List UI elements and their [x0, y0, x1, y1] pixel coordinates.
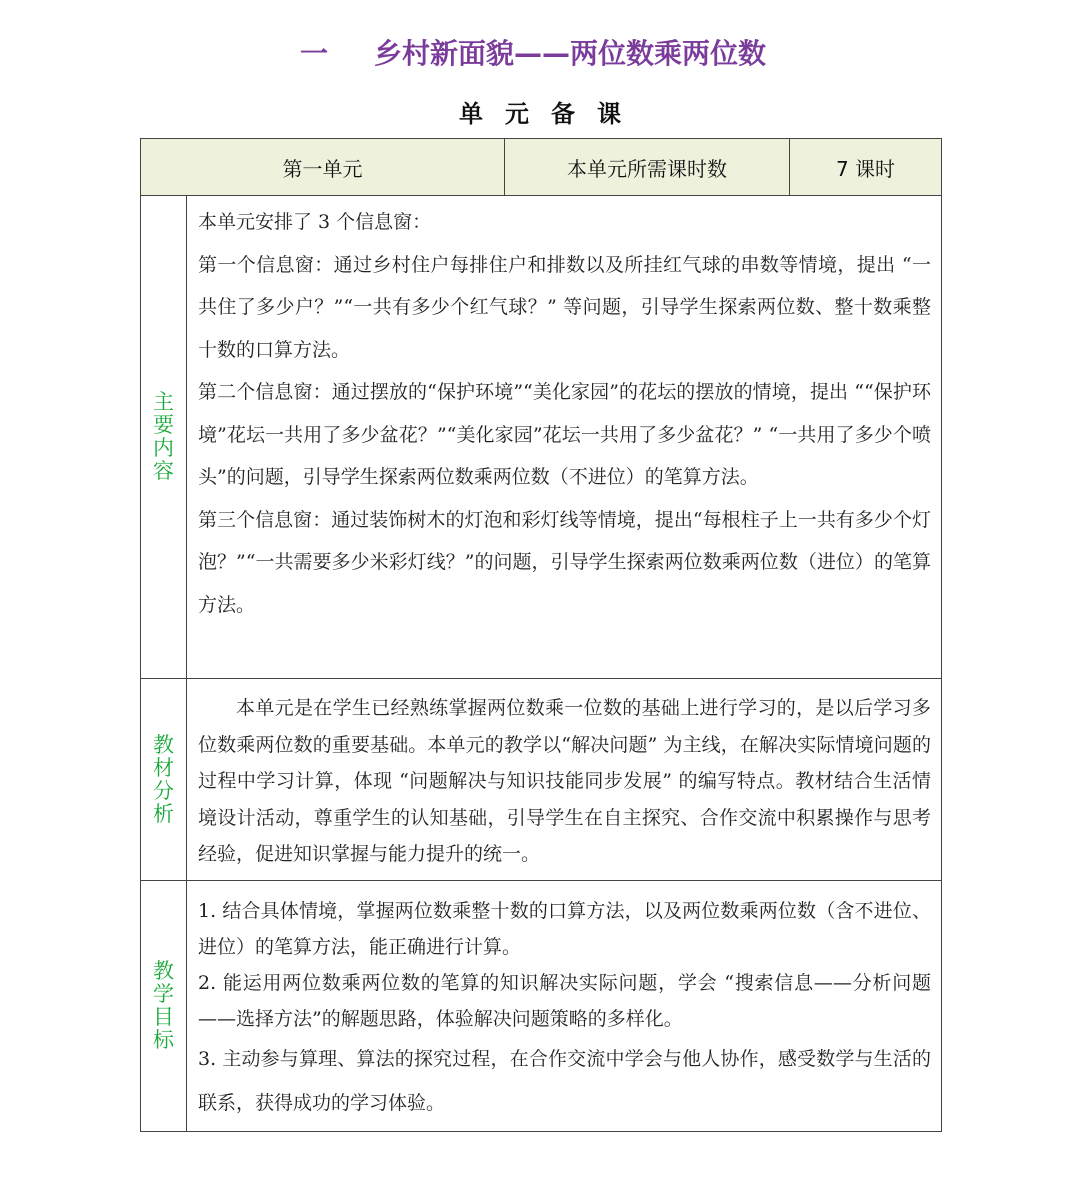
section-body-teaching-goals: [187, 881, 942, 1132]
goal-item: 1. 结合具体情境，掌握两位数乘整十数的口算方法，以及两位数乘两位数（含不进位、进位）的笔算方法，能正确进行计算。: [198, 900, 931, 958]
label-char: 主: [153, 390, 174, 414]
section-teaching-goals: [141, 881, 942, 1132]
label-char: 教: [153, 959, 174, 983]
chapter-number: 一: [300, 37, 329, 70]
paragraph: 第三个信息窗：通过装饰树木的灯泡和彩灯线等情境，提出“每根柱子上一共有多少个灯泡？”“一共需要多少米彩灯线？”的问题，引导学生探索两位数乘两位数（进位）的笔算方法。: [198, 508, 931, 616]
label-char: 分: [153, 778, 174, 803]
label-char: 教: [153, 732, 174, 757]
label-char: 要: [153, 413, 174, 437]
section-body-main-content: [187, 196, 942, 679]
header-hours-label: 本单元所需课时数: [505, 139, 790, 196]
goal-item: 2. 能运用两位数乘两位数的笔算的知识解决实际问题，学会 “搜索信息——分析问题——选择方法”的解题思路，体验解决问题策略的多样化。: [198, 972, 931, 1030]
header-unit: 第一单元: [141, 139, 505, 196]
page-subtitle: 单元备课: [459, 100, 643, 128]
header-hours-value: 7 课时: [790, 139, 942, 196]
label-char: 析: [153, 801, 174, 826]
section-label-teaching-goals: [141, 881, 187, 1132]
section-body-material-analysis: [187, 679, 942, 881]
unit-plan-table: [140, 138, 942, 1132]
label-char: 容: [153, 459, 174, 483]
section-label-main-content: [141, 196, 187, 679]
section-main-content: [141, 196, 942, 679]
label-char: 标: [153, 1028, 174, 1052]
label-char: 目: [153, 1005, 174, 1029]
chapter-name: 乡村新面貌——两位数乘两位数: [374, 37, 767, 70]
label-char: 材: [153, 755, 174, 780]
paragraph: 本单元是在学生已经熟练掌握两位数乘一位数的基础上进行学习的，是以后学习多位数乘两位数的重要基础。本单元的教学以“解决问题” 为主线，在解决实际情境问题的过程中学习计算，体现 “问题解决与知识技能同步发展” 的编写特点。教材结合生活情境设计活动，尊重学生的认知基础，引导学生在自主探究、合作交流中积累操作与思考经验，促进知识掌握与能力提升的统一。: [198, 697, 931, 865]
label-char: 学: [153, 982, 174, 1006]
goal-item: 3. 主动参与算理、算法的探究过程，在合作交流中学会与他人协作，感受数学与生活的联系，获得成功的学习体验。: [198, 1048, 931, 1114]
paragraph: 第二个信息窗：通过摆放的“保护环境”“美化家园”的花坛的摆放的情境，提出 ““保护环境”花坛一共用了多少盆花？”“美化家园”花坛一共用了多少盆花？” “一共用了多少个喷头”的问题，引导学生探索两位数乘两位数（不进位）的笔算方法。: [198, 381, 931, 488]
section-label-material-analysis: [141, 679, 187, 881]
paragraph: 本单元安排了 3 个信息窗：: [198, 211, 432, 233]
section-material-analysis: [141, 679, 942, 881]
paragraph: 第一个信息窗：通过乡村住户每排住户和排数以及所挂红气球的串数等情境，提出 “一共住了多少户？”“一共有多少个红气球？” 等问题，引导学生探索两位数、整十数乘整十数的口算方法。: [198, 253, 931, 361]
table-header-row: [141, 139, 942, 196]
label-char: 内: [153, 436, 174, 460]
